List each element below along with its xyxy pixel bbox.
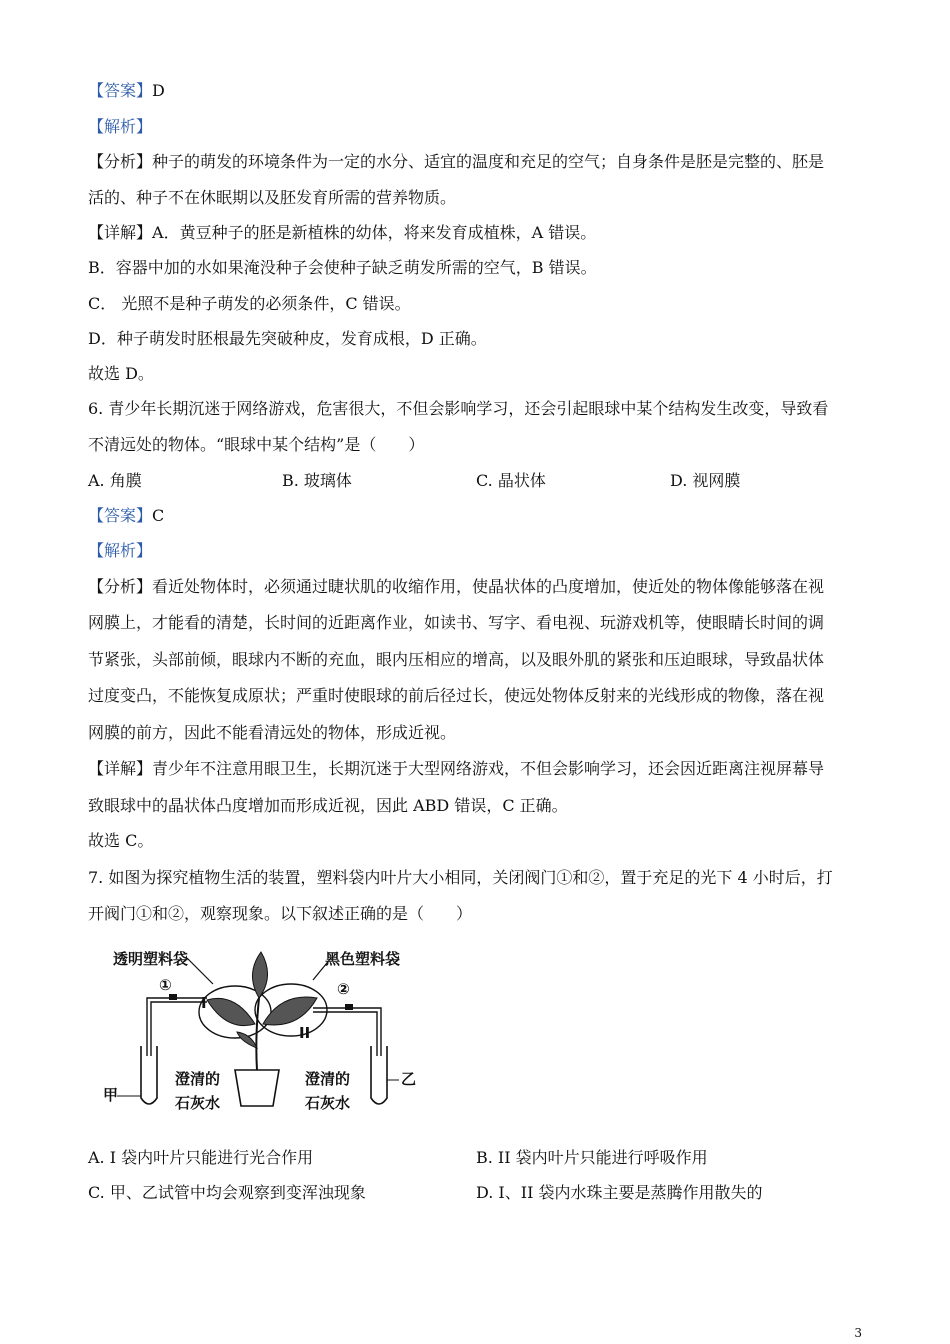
clear-bag-pointer	[187, 958, 213, 984]
q6-analysis-tag: 【解析】	[88, 541, 153, 560]
answer-tag: 【答案】	[88, 506, 153, 525]
fenxi-text: 种子的萌发的环境条件为一定的水分、适宜的温度和充足的空气；自身条件是胚是完整的、胚是	[152, 152, 825, 171]
page-number: 3	[854, 1326, 862, 1340]
q5-detail-line-A	[88, 223, 858, 243]
q7-stem-line-1: 7. 如图为探究植物生活的装置，塑料袋内叶片大小相同，关闭阀门①和②，置于充足的光下 4 小时后，打	[88, 868, 833, 887]
tube-jia-label: 甲	[103, 1086, 119, 1104]
q6-stem-line-2: 不清远处的物体。“眼球中某个结构”是（ ）	[88, 435, 425, 454]
tube-yi-label: 乙	[401, 1070, 417, 1088]
flower-pot	[235, 1070, 279, 1106]
q5-answer-line	[88, 81, 858, 101]
q5-analysis-tag: 【解析】	[88, 117, 153, 136]
answer-value: D	[152, 81, 165, 100]
q6-fenxi-line-1	[88, 577, 858, 597]
q6-conclusion: 故选 C。	[88, 831, 154, 850]
detail-tag: 【详解】	[88, 223, 153, 242]
leaf-in-bag-I	[207, 998, 255, 1025]
valve-2-label: ②	[337, 980, 350, 998]
fenxi-tag: 【分析】	[88, 577, 153, 596]
clear-bag-label: 透明塑料袋	[113, 950, 189, 968]
detail-text: 青少年不注意用眼卫生，长期沉迷于大型网络游戏，不但会影响学习，还会因近距离注视屏幕导	[152, 759, 825, 778]
q6-fenxi-line-4: 过度变凸，不能恢复成原状；严重时使眼球的前后径过长，使远处物体反射来的光线形成的物像，落在视	[88, 686, 825, 705]
left-tube-line	[147, 998, 207, 1056]
bag-II-label: II	[299, 1024, 311, 1042]
q6-detail-line-1	[88, 759, 858, 779]
q6-option-b: B. 玻璃体	[282, 471, 352, 490]
valve-2-icon	[345, 1004, 353, 1010]
q6-fenxi-line-3: 节紧张，头部前倾，眼球内不断的充血，眼内压相应的增高，以及眼外肌的紧张和压迫眼球，导致晶状体	[88, 650, 825, 669]
limewater-label-1b: 石灰水	[175, 1094, 221, 1112]
q6-answer-line	[88, 506, 858, 526]
black-bag-label: 黑色塑料袋	[325, 950, 401, 968]
q7-option-c: C. 甲、乙试管中均会观察到变浑浊现象	[88, 1183, 366, 1202]
q6-stem-line-1: 6. 青少年长期沉迷于网络游戏，危害很大，不但会影响学习，还会引起眼球中某个结构发生改变，导致看	[88, 399, 829, 418]
q6-fenxi-line-5: 网膜的前方，因此不能看清远处的物体，形成近视。	[88, 723, 457, 742]
q5-fenxi-line-1	[88, 152, 858, 172]
q7-option-d: D. I、II 袋内水珠主要是蒸腾作用散失的	[476, 1183, 763, 1202]
q5-fenxi-line-2: 活的、种子不在休眠期以及胚发育所需的营养物质。	[88, 188, 457, 207]
detail-tag: 【详解】	[88, 759, 153, 778]
detail-text: A．黄豆种子的胚是新植株的幼体，将来发育成植株，A 错误。	[152, 223, 597, 242]
answer-value: C	[152, 506, 165, 525]
plant-experiment-figure	[95, 938, 425, 1118]
fenxi-text: 看近处物体时，必须通过睫状肌的收缩作用，使晶状体的凸度增加，使近处的物体像能够落在视	[152, 577, 825, 596]
bag-I-label: I	[201, 994, 207, 1012]
q6-detail-line-2: 致眼球中的晶状体凸度增加而形成近视，因此 ABD 错误，C 正确。	[88, 796, 568, 815]
q6-fenxi-line-2: 网膜上，才能看的清楚，长时间的近距离作业，如读书、写字、看电视、玩游戏机等，使眼睛长时间的调	[88, 613, 825, 632]
test-tube-jia	[141, 1046, 157, 1104]
limewater-label-1a: 澄清的	[175, 1070, 221, 1088]
plant-stem	[256, 998, 259, 1070]
limewater-label-2a: 澄清的	[305, 1070, 351, 1088]
black-bag-pointer	[313, 958, 331, 980]
q6-option-d: D. 视网膜	[670, 471, 741, 490]
q5-conclusion: 故选 D。	[88, 364, 154, 383]
q7-option-b: B. II 袋内叶片只能进行呼吸作用	[476, 1148, 708, 1167]
q6-option-a: A. 角膜	[88, 471, 142, 490]
q5-detail-line-D: D．种子萌发时胚根最先突破种皮，发育成根，D 正确。	[88, 329, 487, 348]
fenxi-tag: 【分析】	[88, 152, 153, 171]
q5-detail-line-B: B．容器中加的水如果淹没种子会使种子缺乏萌发所需的空气，B 错误。	[88, 258, 597, 277]
answer-tag: 【答案】	[88, 81, 153, 100]
q5-detail-line-C: C． 光照不是种子萌发的必须条件，C 错误。	[88, 294, 411, 313]
limewater-label-2b: 石灰水	[305, 1094, 351, 1112]
valve-1-icon	[169, 994, 177, 1000]
test-tube-yi	[371, 1046, 387, 1104]
q7-stem-line-2: 开阀门①和②，观察现象。以下叙述正确的是（ ）	[88, 904, 473, 923]
right-tube-line-inner	[313, 1012, 377, 1056]
q6-option-c: C. 晶状体	[476, 471, 546, 490]
valve-1-label: ①	[159, 976, 172, 994]
q7-option-a: A. I 袋内叶片只能进行光合作用	[88, 1148, 314, 1167]
